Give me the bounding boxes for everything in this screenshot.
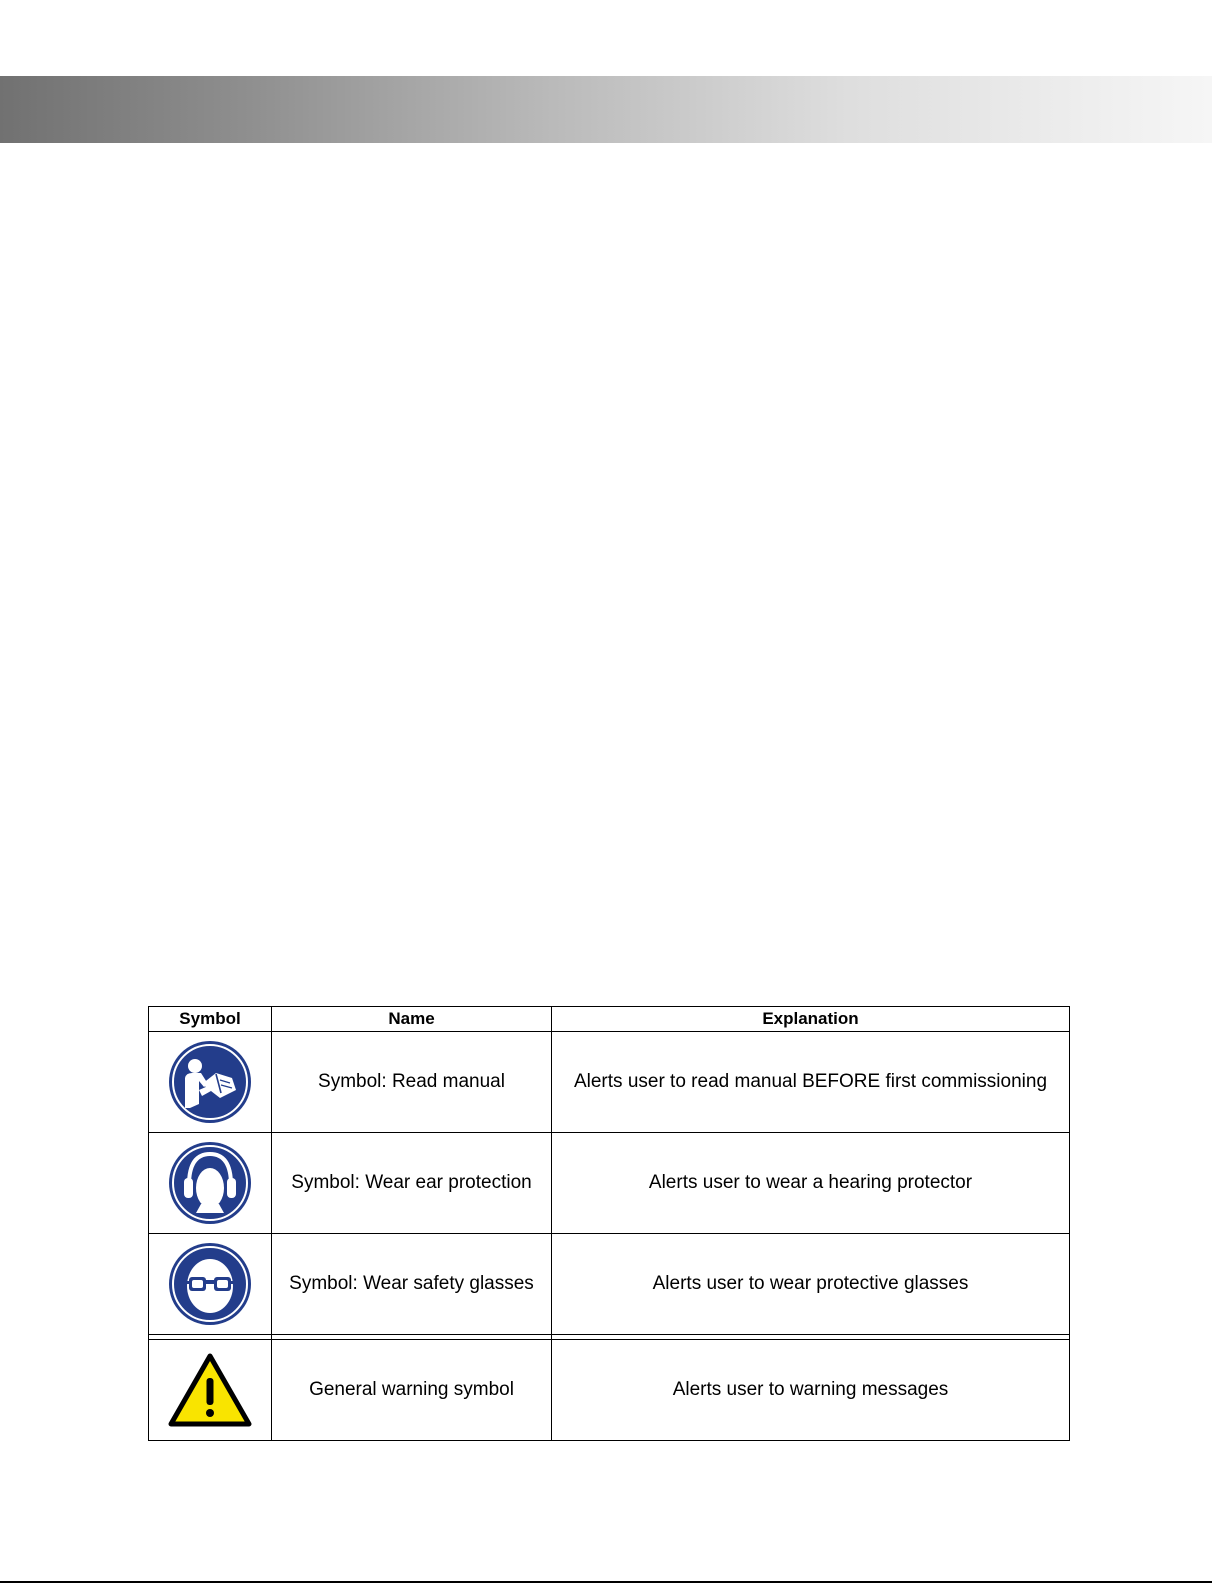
table-row xyxy=(149,1340,1070,1441)
footer-rule xyxy=(0,1581,1212,1583)
symbol-name: Symbol: Read manual xyxy=(272,1032,552,1133)
symbol-cell xyxy=(149,1234,272,1335)
symbol-cell xyxy=(149,1133,272,1234)
table-row xyxy=(149,1234,1070,1335)
symbol-cell xyxy=(149,1340,272,1441)
read-manual-icon xyxy=(168,1040,252,1124)
column-header-name: Name xyxy=(272,1007,552,1032)
symbol-explanation: Alerts user to wear protective glasses xyxy=(552,1234,1070,1335)
table-row xyxy=(149,1032,1070,1133)
symbol-explanation: Alerts user to read manual BEFORE first commissioning xyxy=(552,1032,1070,1133)
header-band xyxy=(0,76,1212,143)
warning-triangle-icon xyxy=(167,1352,253,1428)
symbol-name: Symbol: Wear ear protection xyxy=(272,1133,552,1234)
safety-symbols-table xyxy=(148,1006,1070,1441)
symbol-explanation: Alerts user to warning messages xyxy=(552,1340,1070,1441)
ear-protection-icon xyxy=(168,1141,252,1225)
symbol-cell xyxy=(149,1032,272,1133)
safety-glasses-icon xyxy=(168,1242,252,1326)
column-header-explanation: Explanation xyxy=(552,1007,1070,1032)
symbol-name: Symbol: Wear safety glasses xyxy=(272,1234,552,1335)
column-header-symbol: Symbol xyxy=(149,1007,272,1032)
symbol-explanation: Alerts user to wear a hearing protector xyxy=(552,1133,1070,1234)
table-row xyxy=(149,1133,1070,1234)
symbol-name: General warning symbol xyxy=(272,1340,552,1441)
table-header-row xyxy=(149,1007,1070,1032)
